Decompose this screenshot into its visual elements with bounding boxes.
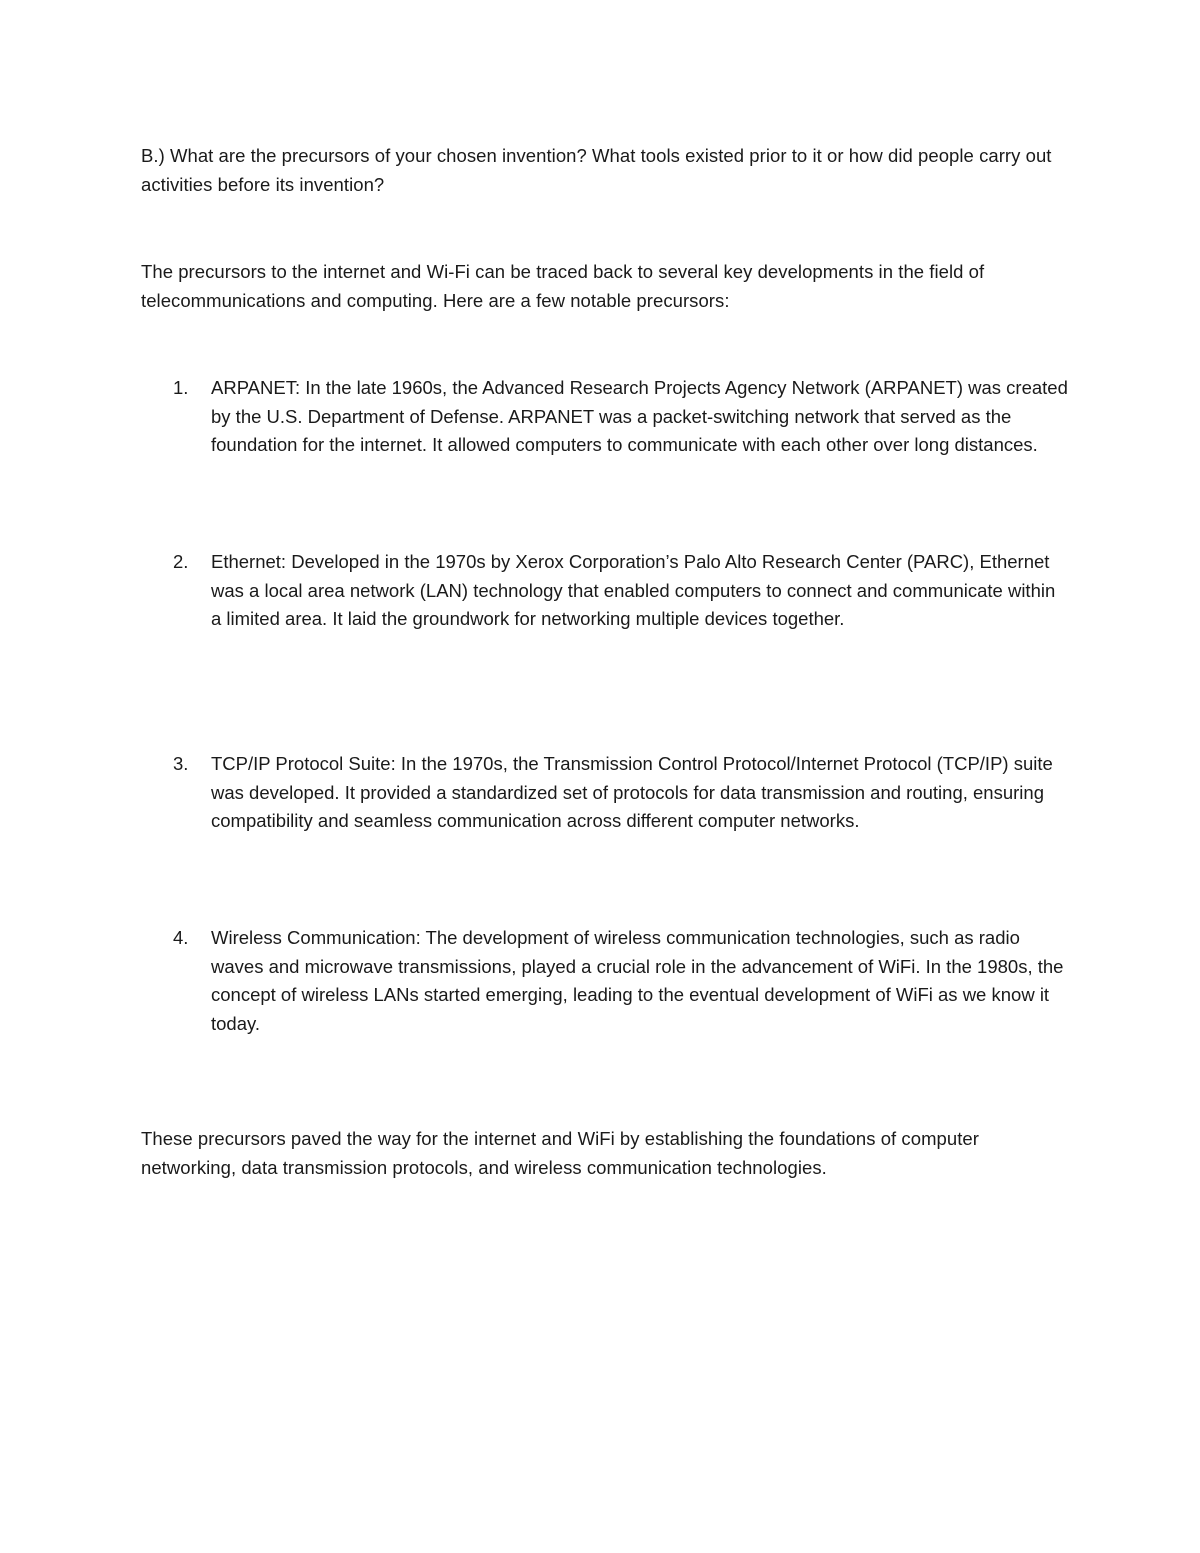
list-item-text: Wireless Communication: The development of wireless communication technologies, such as radio waves and microwave transmissions, played a crucial role in the advancement of WiFi. In the 1980s, the concept of wireless LANs started emerging, leading to the eventual development of WiFi as we know it today. <box>211 927 1064 1034</box>
list-item-text: Ethernet: Developed in the 1970s by Xerox Corporation’s Palo Alto Research Center (PARC), Ethernet was a local area network (LAN) technology that enabled computers to connect and communicate within a limited area. It laid the groundwork for networking multiple devices together. <box>211 551 1056 630</box>
list-item <box>173 548 1068 634</box>
list-item-number: 2. <box>173 551 189 572</box>
list-item-number: 1. <box>173 377 189 398</box>
conclusion-paragraph: These precursors paved the way for the internet and WiFi by establishing the foundations of computer networking, data transmission protocols, and wireless communication technologies. <box>141 1128 979 1178</box>
list-item-text: ARPANET: In the late 1960s, the Advanced Research Projects Agency Network (ARPANET) was created by the U.S. Department of Defense. ARPANET was a packet-switching network that served as the foundation for the internet. It allowed computers to communicate with each other over long distances. <box>211 377 1068 456</box>
list-item <box>173 750 1068 836</box>
list-item-text: TCP/IP Protocol Suite: In the 1970s, the Transmission Control Protocol/Internet Protocol (TCP/IP) suite was developed. It provided a standardized set of protocols for data transmission and routing, ensuring compatibility and seamless communication across different computer networks. <box>211 753 1053 832</box>
intro-paragraph: The precursors to the internet and Wi-Fi can be traced back to several key developments in the field of telecommunications and computing. Here are a few notable precursors: <box>141 261 985 311</box>
list-item <box>173 924 1068 1038</box>
question-paragraph: B.) What are the precursors of your chosen invention? What tools existed prior to it or how did people carry out activities before its invention? <box>141 145 1052 195</box>
list-item <box>173 374 1068 460</box>
list-item-number: 3. <box>173 753 189 774</box>
list-item-number: 4. <box>173 927 189 948</box>
